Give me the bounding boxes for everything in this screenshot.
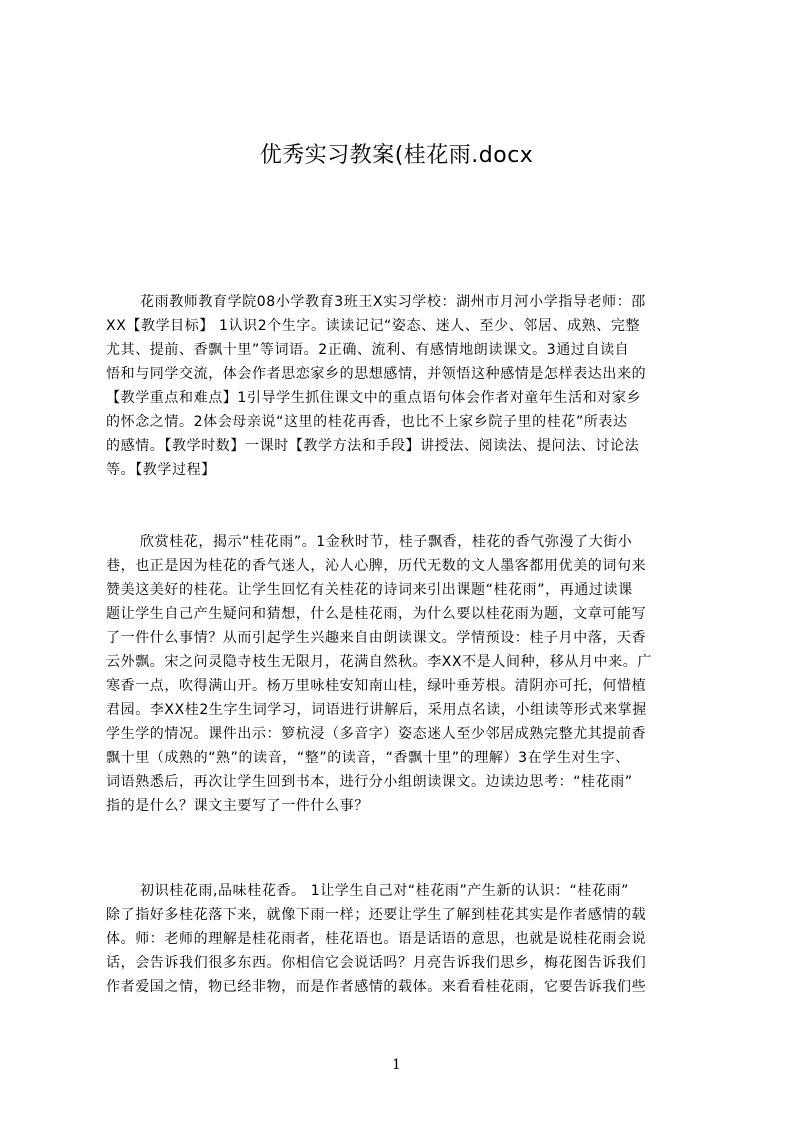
paragraph-line: 云外飘。宋之问灵隐寺枝生无限月，花满自然秋。李XX不是人间种，移从月中来。广 — [106, 654, 652, 670]
paragraph-line: 词语熟悉后，再次让学生回到书本，进行分小组朗读课文。边读边思考：“桂花雨” — [106, 774, 633, 790]
paragraph-line: 寒香一点，吹得满山开。杨万里咏桂安知南山桂，绿叶垂芳根。清阴亦可托，何惜植 — [106, 678, 647, 694]
paragraph-line: XX【教学目标】 1认识2个生字。读读记记“姿态、迷人、至少、邻居、成熟、完整 — [106, 318, 641, 334]
paragraph-line: 作者爱国之情，物已经非物，而是作者感情的载体。来看看桂花雨，它要告诉我们些 — [106, 979, 647, 995]
paragraph-line: 的怀念之情。2体会母亲说“这里的桂花再香，也比不上家乡院子里的桂花”所表达 — [106, 414, 628, 430]
paragraph-line: 体。师：老师的理解是桂花雨者，桂花语也。语是话语的意思，也就是说桂花雨会说 — [106, 931, 647, 947]
paragraph-appreciate-osmanthus — [106, 530, 700, 818]
paragraph-line: 话，会告诉我们很多东西。你相信它会说话吗？月亮告诉我们思乡，梅花图告诉我们 — [106, 955, 647, 971]
document-title: 优秀实习教案(桂花雨.docx — [259, 143, 534, 168]
paragraph-line: 巷，也正是因为桂花的香气迷人，沁人心脾，历代无数的文人墨客都用优美的词句来 — [106, 558, 647, 574]
paragraph-line: 尤其、提前、香飘十里”等词语。2正确、流利、有感情地朗读课文。3通过自读自 — [106, 342, 630, 358]
paragraph-line: 了一件什么事情？从而引起学生兴趣来自由朗读课文。学情预设：桂子月中落，天香 — [106, 630, 647, 646]
paragraph-line: 赞美这美好的桂花。让学生回忆有关桂花的诗词来引出课题“桂花雨”，再通过读课 — [106, 582, 633, 598]
paragraph-line: 题让学生自己产生疑问和猜想，什么是桂花雨，为什么要以桂花雨为题，文章可能写 — [106, 606, 647, 622]
paragraph-teaching-goals — [106, 290, 700, 482]
paragraph-line: 花雨教师教育学院08小学教育3班王X实习学校：湖州市月河小学指导老师：邵 — [140, 294, 646, 310]
paragraph-line: 除了指好多桂花落下来，就像下雨一样；还要让学生了解到桂花其实是作者感情的载 — [106, 907, 647, 923]
paragraph-line: 指的是什么？课文主要写了一件什么事？ — [106, 798, 369, 814]
page-number: 1 — [392, 1057, 401, 1073]
paragraph-line: 悟和与同学交流，体会作者思恋家乡的思想感情，并领悟这种感情是怎样表达出来的 — [106, 366, 647, 382]
paragraph-line: 欣赏桂花，揭示“桂花雨”。1金秋时节，桂子飘香，桂花的香气弥漫了大街小 — [140, 534, 633, 550]
paragraph-first-knowledge — [106, 879, 700, 999]
paragraph-line: 学生学的情况。课件出示：箩杭浸（多音字）姿态迷人至少邻居成熟完整尤其提前香 — [106, 726, 647, 742]
paragraph-line: 君园。李XX桂2生字生词学习，词语进行讲解后，采用点名读，小组读等形式来掌握 — [106, 702, 647, 718]
paragraph-line: 的感情。【教学时数】一课时【教学方法和手段】讲授法、阅读法、提问法、讨论法 — [106, 438, 640, 454]
paragraph-line: 【教学重点和难点】1引导学生抓住课文中的重点语句体会作者对童年生活和对家乡 — [106, 390, 642, 406]
paragraph-line: 飘十里（成熟的“熟”的读音，“整”的读音，“香飘十里”的理解）3在学生对生字、 — [106, 750, 630, 766]
paragraph-line: 等。【教学过程】 — [106, 462, 216, 478]
paragraph-line: 初识桂花雨,品味桂花香。 1让学生自己对“桂花雨”产生新的认识：“桂花雨” — [140, 883, 630, 899]
